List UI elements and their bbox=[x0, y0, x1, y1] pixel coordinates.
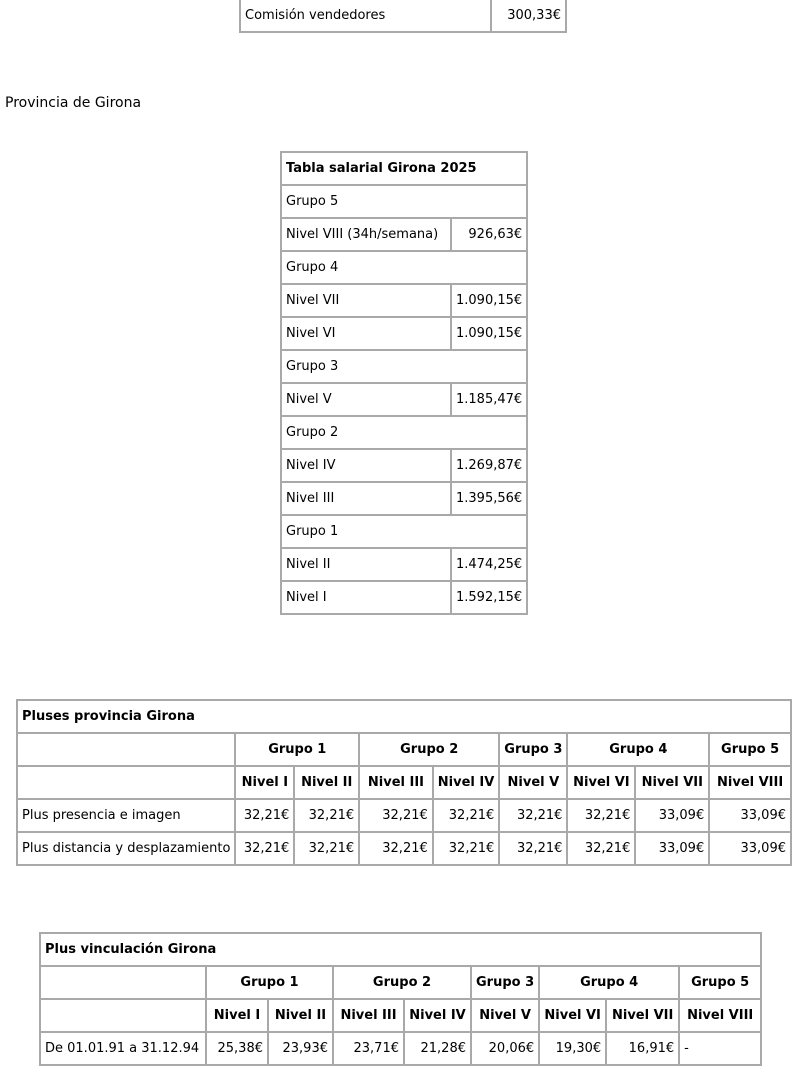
girona-salary-table bbox=[280, 151, 528, 615]
table-cell: 32,21€ bbox=[433, 799, 500, 832]
table-row bbox=[17, 832, 791, 865]
table-row bbox=[40, 933, 761, 966]
table-row bbox=[281, 284, 527, 317]
empty-cell bbox=[17, 733, 235, 766]
table-cell: 16,91€ bbox=[606, 1032, 679, 1065]
group-header: Grupo 2 bbox=[333, 966, 471, 999]
table-cell: 23,93€ bbox=[268, 1032, 333, 1065]
level-salary: 1.474,25€ bbox=[451, 548, 527, 581]
table-row bbox=[17, 766, 791, 799]
table-row bbox=[281, 449, 527, 482]
level-header: Nivel VIII bbox=[679, 999, 761, 1032]
level-label: Nivel II bbox=[281, 548, 451, 581]
table-row bbox=[17, 733, 791, 766]
level-label: Nivel III bbox=[281, 482, 451, 515]
level-header: Nivel III bbox=[333, 999, 404, 1032]
table-cell: 20,06€ bbox=[471, 1032, 539, 1065]
table-cell: 25,38€ bbox=[206, 1032, 268, 1065]
empty-cell bbox=[17, 766, 235, 799]
table-row bbox=[281, 317, 527, 350]
level-label: Nivel VII bbox=[281, 284, 451, 317]
level-label: Nivel I bbox=[281, 581, 451, 614]
pluses-table-title: Pluses provincia Girona bbox=[17, 700, 791, 733]
group-label: Grupo 5 bbox=[281, 185, 527, 218]
table-cell: 21,28€ bbox=[404, 1032, 471, 1065]
province-heading: Provincia de Girona bbox=[5, 95, 142, 111]
commission-label: Comisión vendedores bbox=[240, 0, 491, 32]
table-cell: 32,21€ bbox=[567, 799, 635, 832]
table-row bbox=[17, 700, 791, 733]
level-header: Nivel II bbox=[268, 999, 333, 1032]
empty-cell bbox=[40, 999, 206, 1032]
table-row bbox=[281, 581, 527, 614]
level-header: Nivel VI bbox=[539, 999, 606, 1032]
level-salary: 1.395,56€ bbox=[451, 482, 527, 515]
table-cell: 33,09€ bbox=[709, 832, 791, 865]
group-header: Grupo 3 bbox=[471, 966, 539, 999]
level-salary: 1.592,15€ bbox=[451, 581, 527, 614]
group-header: Grupo 3 bbox=[499, 733, 567, 766]
table-cell: 32,21€ bbox=[294, 799, 359, 832]
table-row bbox=[281, 416, 527, 449]
table-cell: 32,21€ bbox=[499, 799, 567, 832]
table-row bbox=[281, 185, 527, 218]
group-header: Grupo 4 bbox=[567, 733, 709, 766]
table-row bbox=[281, 482, 527, 515]
table-row bbox=[281, 350, 527, 383]
level-header: Nivel IV bbox=[433, 766, 500, 799]
level-header: Nivel III bbox=[359, 766, 433, 799]
salary-table-title: Tabla salarial Girona 2025 bbox=[281, 152, 527, 185]
table-cell: 33,09€ bbox=[709, 799, 791, 832]
level-salary: 926,63€ bbox=[451, 218, 527, 251]
level-salary: 1.185,47€ bbox=[451, 383, 527, 416]
table-cell: 32,21€ bbox=[235, 832, 294, 865]
empty-cell bbox=[40, 966, 206, 999]
pluses-table bbox=[16, 699, 792, 866]
commission-value: 300,33€ bbox=[491, 0, 566, 32]
table-row bbox=[281, 251, 527, 284]
level-header: Nivel II bbox=[294, 766, 359, 799]
vinculacion-table bbox=[39, 932, 762, 1066]
table-cell: 32,21€ bbox=[359, 832, 433, 865]
level-header: Nivel VI bbox=[567, 766, 635, 799]
group-header: Grupo 4 bbox=[539, 966, 679, 999]
group-header: Grupo 5 bbox=[679, 966, 761, 999]
level-salary: 1.090,15€ bbox=[451, 317, 527, 350]
table-cell: 33,09€ bbox=[635, 799, 709, 832]
table-row bbox=[281, 515, 527, 548]
level-header: Nivel VII bbox=[635, 766, 709, 799]
group-label: Grupo 4 bbox=[281, 251, 527, 284]
group-label: Grupo 3 bbox=[281, 350, 527, 383]
level-header: Nivel I bbox=[206, 999, 268, 1032]
vinculacion-table-title: Plus vinculación Girona bbox=[40, 933, 761, 966]
table-row bbox=[40, 1032, 761, 1065]
table-row bbox=[281, 548, 527, 581]
table-row bbox=[40, 966, 761, 999]
row-label: De 01.01.91 a 31.12.94 bbox=[40, 1032, 206, 1065]
table-cell: 32,21€ bbox=[567, 832, 635, 865]
table-cell: 23,71€ bbox=[333, 1032, 404, 1065]
level-header: Nivel V bbox=[471, 999, 539, 1032]
table-row bbox=[40, 999, 761, 1032]
table-cell: - bbox=[679, 1032, 761, 1065]
level-header: Nivel VIII bbox=[709, 766, 791, 799]
level-header: Nivel IV bbox=[404, 999, 471, 1032]
group-header: Grupo 2 bbox=[359, 733, 499, 766]
table-cell: 32,21€ bbox=[499, 832, 567, 865]
group-header: Grupo 1 bbox=[235, 733, 359, 766]
group-header: Grupo 5 bbox=[709, 733, 791, 766]
level-header: Nivel VII bbox=[606, 999, 679, 1032]
table-cell: 33,09€ bbox=[635, 832, 709, 865]
table-row bbox=[281, 152, 527, 185]
table-cell: 19,30€ bbox=[539, 1032, 606, 1065]
level-salary: 1.090,15€ bbox=[451, 284, 527, 317]
level-label: Nivel VI bbox=[281, 317, 451, 350]
level-header: Nivel I bbox=[235, 766, 294, 799]
table-row bbox=[281, 383, 527, 416]
table-row bbox=[240, 0, 566, 32]
group-label: Grupo 2 bbox=[281, 416, 527, 449]
group-label: Grupo 1 bbox=[281, 515, 527, 548]
table-cell: 32,21€ bbox=[433, 832, 500, 865]
level-label: Nivel VIII (34h/semana) bbox=[281, 218, 451, 251]
table-row bbox=[281, 218, 527, 251]
level-salary: 1.269,87€ bbox=[451, 449, 527, 482]
commission-table bbox=[239, 0, 567, 33]
group-header: Grupo 1 bbox=[206, 966, 333, 999]
row-label: Plus distancia y desplazamiento bbox=[17, 832, 235, 865]
table-cell: 32,21€ bbox=[235, 799, 294, 832]
level-header: Nivel V bbox=[499, 766, 567, 799]
table-cell: 32,21€ bbox=[359, 799, 433, 832]
table-cell: 32,21€ bbox=[294, 832, 359, 865]
table-row bbox=[17, 799, 791, 832]
level-label: Nivel IV bbox=[281, 449, 451, 482]
level-label: Nivel V bbox=[281, 383, 451, 416]
row-label: Plus presencia e imagen bbox=[17, 799, 235, 832]
